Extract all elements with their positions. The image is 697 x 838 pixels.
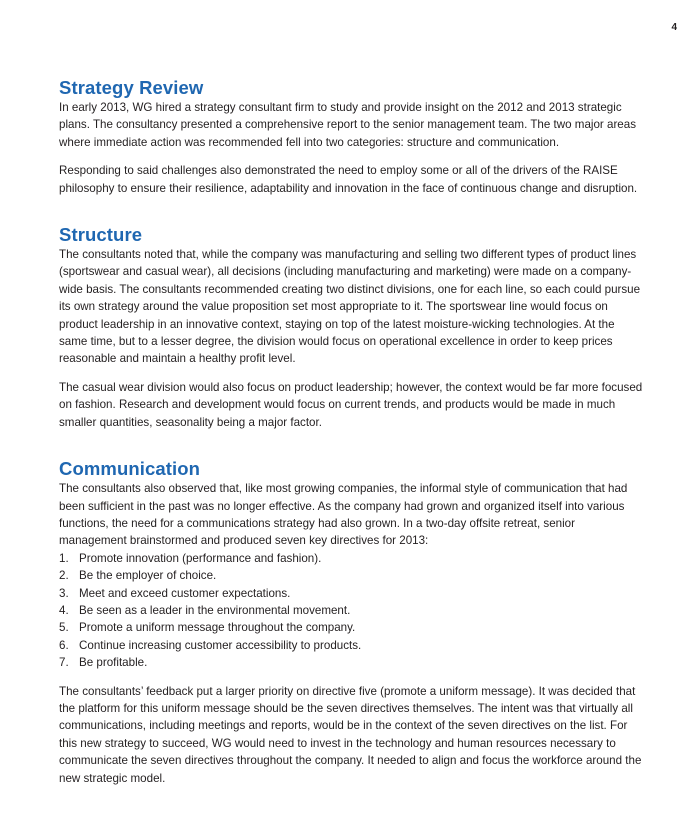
- list-item: [59, 619, 645, 636]
- section-structure: [59, 223, 645, 431]
- list-number: 5.: [59, 621, 69, 635]
- section-communication: [59, 457, 645, 787]
- heading-structure: Structure: [59, 224, 143, 246]
- list-text: Be seen as a leader in the environmental movement.: [79, 603, 351, 617]
- list-item: [59, 602, 645, 619]
- list-text: Be the employer of choice.: [79, 569, 217, 583]
- list-number: 1.: [59, 551, 69, 565]
- list-item: [59, 567, 645, 584]
- list-number: 3.: [59, 586, 69, 600]
- paragraph: The casual wear division would also focus on product leadership; however, the context would be far more focused on fashion. Research and development would focus on current trends, and products would be made in much smaller quantities, seasonality being a major factor.: [59, 380, 643, 429]
- list-text: Continue increasing customer accessibility to products.: [79, 638, 362, 652]
- heading-communication: Communication: [59, 458, 201, 480]
- document-body: [59, 76, 645, 787]
- paragraph: The consultants also observed that, like most growing companies, the informal style of communication that had been sufficient in the past was no longer effective. As the company had grown and organized itself into various functions, the need for a communications strategy had also grown. In a two-day offsite retreat, senior management brainstormed and produced seven key directives for 2013:: [59, 482, 628, 548]
- heading-strategy-review: Strategy Review: [59, 77, 204, 98]
- paragraph: Responding to said challenges also demonstrated the need to employ some or all of the drivers of the RAISE philosophy to ensure their resilience, adaptability and innovation in the face of continuous change and disruption.: [59, 164, 638, 195]
- section-strategy-review: [59, 76, 645, 197]
- directives-list: [59, 550, 645, 672]
- list-text: Be profitable.: [79, 656, 148, 670]
- list-text: Promote a uniform message throughout the company.: [79, 621, 356, 635]
- list-number: 6.: [59, 638, 69, 652]
- list-number: 4.: [59, 603, 69, 617]
- list-item: [59, 654, 645, 671]
- list-item: [59, 550, 645, 567]
- list-item: [59, 637, 645, 654]
- list-text: Meet and exceed customer expectations.: [79, 586, 291, 600]
- page-number: 4: [671, 22, 677, 33]
- paragraph: The consultants’ feedback put a larger priority on directive five (promote a uniform message). It was decided that the platform for this uniform message should be the seven directives themselves. The intent was that virtually all communications, including meetings and reports, would be in the context of the seven directives on the list. For this new strategy to succeed, WG would need to invest in the technology and human resources necessary to communicate the seven directives throughout the company. It needed to align and focus the workforce around the new strategic model.: [59, 684, 642, 785]
- paragraph: In early 2013, WG hired a strategy consultant firm to study and provide insight on the 2012 and 2013 strategic plans. The consultancy presented a comprehensive report to the senior management team. The two major areas where immediate action was recommended fell into two categories: structure and communication.: [59, 101, 636, 149]
- list-item: [59, 585, 645, 602]
- paragraph: The consultants noted that, while the company was manufacturing and selling two different types of product lines (sportswear and casual wear), all decisions (including manufacturing and marketing) were made on a company-wide basis. The consultants recommended creating two distinct divisions, one for each line, so each could pursue its own strategy around the value proposition set most appropriate to it. The sportswear line would focus on product leadership in an innovative context, staying on top of the latest moisture-wicking technologies. At the same time, but to a lesser degree, the division would focus on operational excellence in order to keep prices reasonable and maintain a healthy profit level.: [59, 248, 641, 366]
- list-number: 7.: [59, 656, 69, 670]
- list-number: 2.: [59, 569, 69, 583]
- list-text: Promote innovation (performance and fashion).: [79, 551, 322, 565]
